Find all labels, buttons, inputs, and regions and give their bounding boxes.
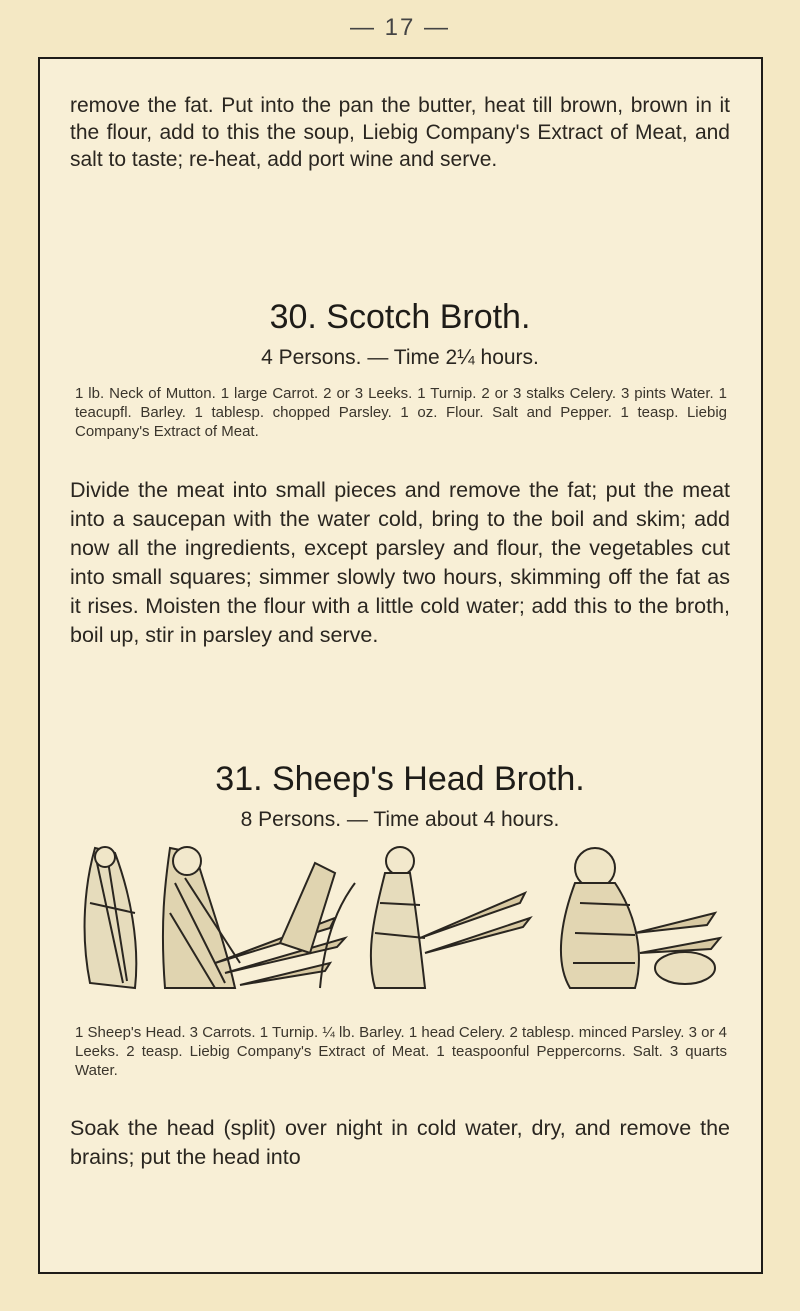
method-sheeps-head-broth: Soak the head (split) over night in cold water, dry, and remove the brains; put the head into	[70, 1116, 730, 1169]
intro-paragraph: remove the fat. Put into the pan the butter, heat till brown, brown in it the flour, add to this the soup, Liebig Company's Extract of Meat, and salt to taste; re-heat, add port wine and serve.	[70, 94, 730, 171]
page-number: — 17 —	[349, 14, 451, 41]
page-frame	[38, 57, 763, 1274]
recipe-meta-sheeps-head-broth: 8 Persons. — Time about 4 hours.	[240, 808, 560, 831]
vegetables-illustration	[75, 843, 725, 993]
recipe-title-sheeps-head-broth: 31. Sheep's Head Broth.	[215, 760, 585, 798]
recipe-meta-scotch-broth: 4 Persons. — Time 2¼ hours.	[261, 346, 539, 369]
recipe-title-scotch-broth: 30. Scotch Broth.	[269, 298, 531, 336]
method-scotch-broth: Divide the meat into small pieces and remove the fat; put the meat into a saucepan with the water cold, bring to the boil and skim; add now all the ingredients, except parsley and flour, the vegetables cut into small squares; simmer slowly two hours, skimming off the fat as it rises. Moisten the flour with a little cold water; add this to the broth, boil up, stir in parsley and serve.	[70, 478, 730, 647]
ingredients-scotch-broth: 1 lb. Neck of Mutton. 1 large Carrot. 2 or 3 Leeks. 1 Turnip. 2 or 3 stalks Celery. 3 pints Water. 1 teacupfl. Barley. 1 tablesp. chopped Parsley. 1 oz. Flour. Salt and Pepper. 1 teasp. Liebig Company's Extract of Meat.	[75, 385, 727, 440]
ingredients-sheeps-head-broth: 1 Sheep's Head. 3 Carrots. 1 Turnip. ¼ lb. Barley. 1 head Celery. 2 tablesp. minced Parsley. 3 or 4 Leeks. 2 teasp. Liebig Company's Extract of Meat. 1 teaspoonful Peppercorns. Salt. 3 quarts Water.	[75, 1024, 727, 1079]
